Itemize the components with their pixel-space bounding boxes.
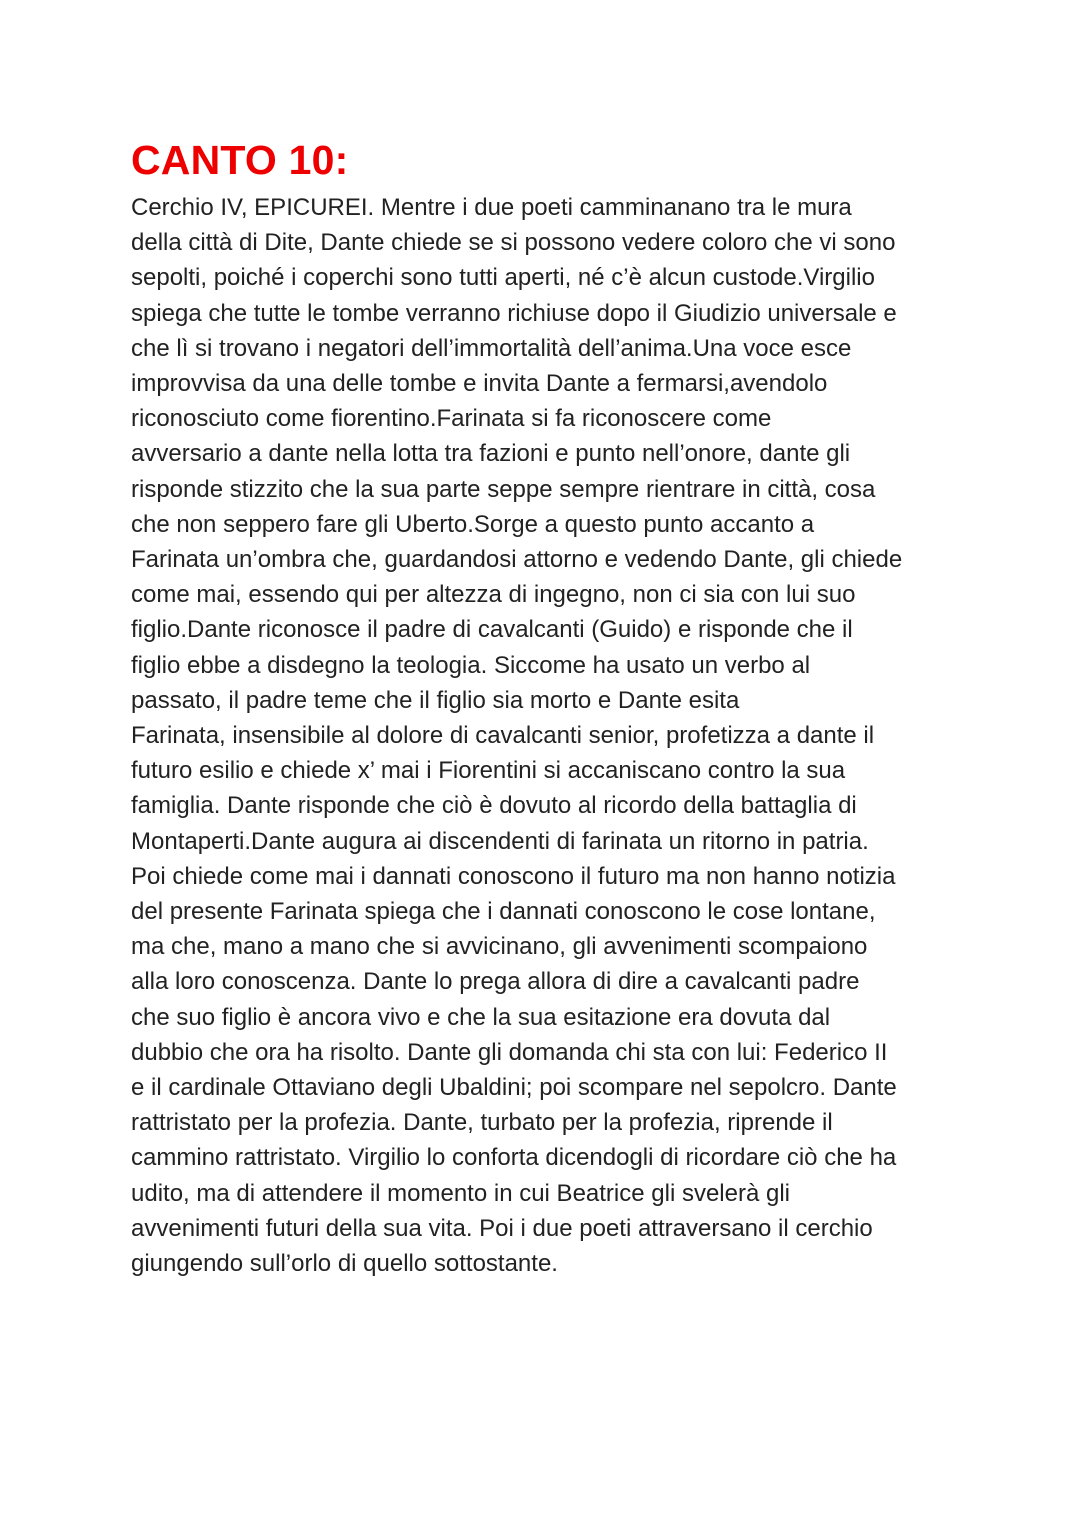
text-line: riconosciuto come fiorentino.Farinata si fa riconoscere come: [131, 405, 772, 433]
text-line: futuro esilio e chiede x’ mai i Fiorentini si accaniscano contro la sua: [131, 757, 846, 785]
text-line: Poi chiede come mai i dannati conoscono il futuro ma non hanno notizia: [131, 862, 896, 890]
text-line: e il cardinale Ottaviano degli Ubaldini; poi scompare nel sepolcro. Dante: [131, 1074, 897, 1102]
text-line: che lì si trovano i negatori dell’immortalità dell’anima.Una voce esce: [131, 334, 852, 362]
text-line: figlio ebbe a disdegno la teologia. Siccome ha usato un verbo al: [131, 651, 811, 679]
text-line: famiglia. Dante risponde che ciò è dovuto al ricordo della battaglia di: [131, 792, 857, 820]
text-line: avversario a dante nella lotta tra fazioni e punto nell’onore, dante gli: [131, 440, 851, 468]
text-line: della città di Dite, Dante chiede se si possono vedere coloro che vi sono: [131, 229, 896, 257]
text-line: Farinata, insensibile al dolore di cavalcanti senior, profetizza a dante il: [131, 722, 875, 750]
text-line: figlio.Dante riconosce il padre di cavalcanti (Guido) e risponde che il: [131, 616, 853, 644]
text-line: ma che, mano a mano che si avvicinano, gli avvenimenti scompaiono: [131, 933, 868, 961]
text-line: alla loro conoscenza. Dante lo prega allora di dire a cavalcanti padre: [131, 968, 860, 996]
text-line: risponde stizzito che la sua parte seppe sempre rientrare in città, cosa: [131, 475, 876, 503]
text-line: dubbio che ora ha risolto. Dante gli domanda chi sta con lui: Federico II: [131, 1038, 888, 1066]
canto-title: CANTO 10:: [131, 137, 349, 183]
text-line: udito, ma di attendere il momento in cui Beatrice gli svelerà gli: [131, 1179, 790, 1207]
text-line: cammino rattristato. Virgilio lo conforta dicendogli di ricordare ciò che ha: [131, 1144, 897, 1172]
text-line: giungendo sull’orlo di quello sottostante.: [131, 1250, 558, 1278]
text-line: Farinata un’ombra che, guardandosi attorno e vedendo Dante, gli chiede: [131, 546, 903, 574]
text-line: sepolti, poiché i coperchi sono tutti aperti, né c’è alcun custode.Virgilio: [131, 264, 875, 292]
text-line: del presente Farinata spiega che i dannati conoscono le cose lontane,: [131, 898, 876, 926]
text-line: Montaperti.Dante augura ai discendenti di farinata un ritorno in patria.: [131, 827, 869, 855]
text-line: che non seppero fare gli Uberto.Sorge a questo punto accanto a: [131, 510, 815, 538]
text-line: improvvisa da una delle tombe e invita Dante a fermarsi,avendolo: [131, 370, 828, 398]
text-line: che suo figlio è ancora vivo e che la sua esitazione era dovuta dal: [131, 1003, 831, 1031]
text-line: Cerchio IV, EPICUREI. Mentre i due poeti camminanano tra le mura: [131, 194, 852, 221]
text-line: come mai, essendo qui per altezza di ingegno, non ci sia con lui suo: [131, 581, 856, 609]
canto-summary: [131, 190, 961, 1281]
text-line: passato, il padre teme che il figlio sia morto e Dante esita: [131, 686, 740, 714]
text-line: avvenimenti futuri della sua vita. Poi i due poeti attraversano il cerchio: [131, 1214, 873, 1242]
document-content: [131, 136, 961, 1281]
text-line: rattristato per la profezia. Dante, turbato per la profezia, riprende il: [131, 1109, 833, 1137]
text-line: spiega che tutte le tombe verranno richiuse dopo il Giudizio universale e: [131, 299, 897, 327]
